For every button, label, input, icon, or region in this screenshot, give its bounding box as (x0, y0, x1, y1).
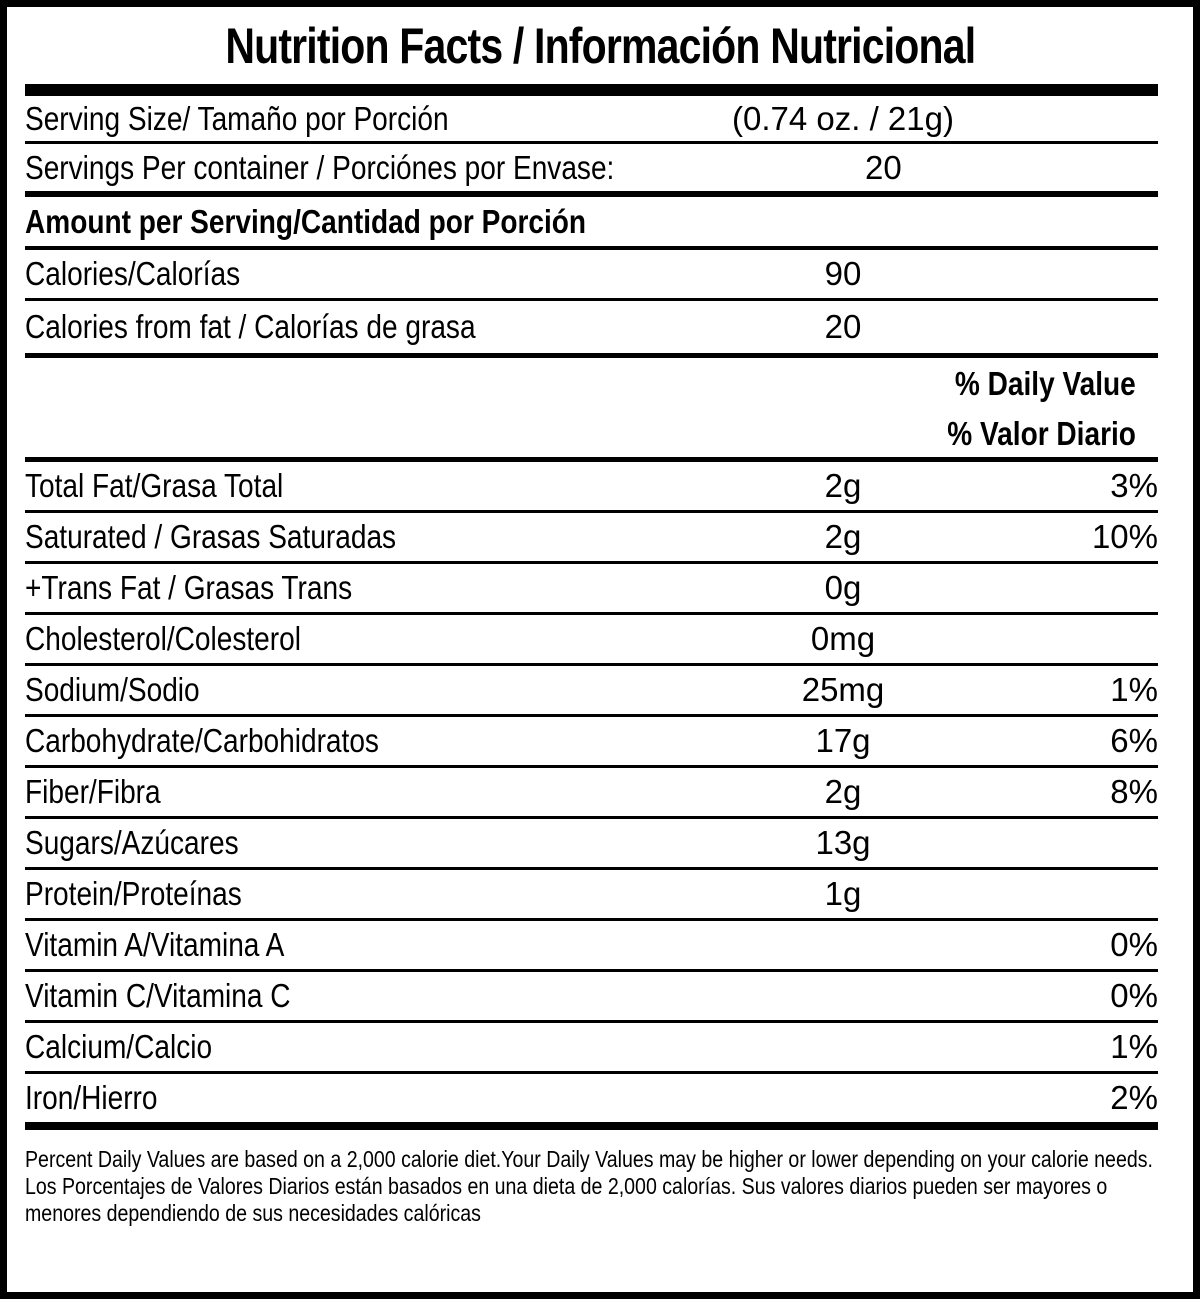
nutrient-row-total-fat (25, 462, 1158, 513)
nutrient-label: Vitamin A/Vitamina A (25, 926, 285, 963)
serving-size-label: Serving Size/ Tamaño por Porción (25, 99, 449, 137)
nutrient-label: Sugars/Azúcares (25, 824, 239, 861)
amount-per-serving-heading: Amount per Serving/Cantidad por Porción (25, 202, 587, 240)
nutrient-label: Protein/Proteínas (25, 875, 242, 912)
nutrient-label: Carbohydrate/Carbohidratos (25, 722, 379, 759)
nutrient-label: Saturated / Grasas Saturadas (25, 518, 397, 555)
nutrient-dv: 10% (1091, 518, 1158, 555)
nutrient-amount: 1g (824, 875, 862, 912)
nutrient-row-cholesterol (25, 615, 1158, 666)
servings-per-container-row (25, 144, 1158, 197)
nutrient-row-sodium (25, 666, 1158, 717)
nutrient-amount: 25mg (801, 671, 885, 708)
daily-value-header-es-row (25, 410, 1158, 462)
nutrient-label: Fiber/Fibra (25, 773, 161, 810)
nutrient-dv: 0% (1110, 977, 1158, 1014)
nutrient-dv: 6% (1110, 722, 1158, 759)
nutrient-label: Iron/Hierro (25, 1079, 158, 1116)
label-title-row (7, 7, 1193, 84)
nutrient-row-fiber (25, 768, 1158, 819)
daily-value-header-en: % Daily Value (955, 365, 1136, 402)
nutrient-row-sugars (25, 819, 1158, 870)
nutrient-dv: 2% (1110, 1079, 1158, 1116)
serving-size-row (25, 96, 1158, 144)
servings-per-container-label: Servings Per container / Porciónes por Envase: (25, 148, 615, 186)
nutrient-label: Calcium/Calcio (25, 1028, 213, 1065)
footnote-scaler (25, 1146, 1158, 1227)
nutrient-row-vitamin-a (25, 921, 1158, 972)
nutrient-label: +Trans Fat / Grasas Trans (25, 569, 353, 606)
calories-value: 90 (824, 255, 862, 292)
nutrient-row-saturated-fat (25, 513, 1158, 564)
daily-value-header-en-row (25, 358, 1158, 410)
nutrient-amount: 13g (815, 824, 871, 861)
daily-value-header-es: % Valor Diario (947, 414, 1136, 452)
nutrient-row-carbohydrate (25, 717, 1158, 768)
nutrient-label: Total Fat/Grasa Total (25, 467, 284, 504)
servings-per-container-value: 20 (865, 148, 902, 186)
nutrient-row-trans-fat (25, 564, 1158, 615)
footnote-english: Percent Daily Values are based on a 2,000 calorie diet.Your Daily Values may be higher or lower depending on your calorie needs. (25, 1146, 1153, 1172)
nutrient-dv: 1% (1110, 671, 1158, 708)
nutrient-amount: 2g (824, 773, 862, 810)
nutrient-amount: 2g (824, 518, 862, 555)
calories-from-fat-row (25, 301, 1158, 358)
nutrient-amount: 0g (824, 569, 862, 606)
nutrient-dv: 3% (1110, 467, 1158, 504)
label-title: Nutrition Facts / Información Nutricional (225, 17, 975, 74)
footnote (25, 1130, 1158, 1227)
nutrient-label: Cholesterol/Colesterol (25, 620, 301, 657)
nutrient-label: Vitamin C/Vitamina C (25, 977, 291, 1014)
nutrient-amount: 2g (824, 467, 862, 504)
serving-size-value: (0.74 oz. / 21g) (732, 99, 954, 137)
nutrient-dv: 8% (1110, 773, 1158, 810)
calories-label: Calories/Calorías (25, 255, 241, 292)
amount-per-serving-heading-row (25, 197, 1158, 250)
nutrient-label: Sodium/Sodio (25, 671, 200, 708)
nutrient-row-protein (25, 870, 1158, 921)
nutrient-row-vitamin-c (25, 972, 1158, 1023)
footnote-spanish: Los Porcentajes de Valores Diarios están basados en una dieta de 2,000 calorías. Sus valores diarios pueden ser mayores o menores dependiendo de sus necesidades calóricas (25, 1173, 1108, 1226)
calories-from-fat-value: 20 (824, 308, 862, 345)
label-content (25, 84, 1158, 1227)
title-divider-bar (25, 84, 1158, 96)
nutrient-dv: 0% (1110, 926, 1158, 963)
calories-from-fat-label: Calories from fat / Calorías de grasa (25, 308, 476, 345)
nutrient-dv: 1% (1110, 1028, 1158, 1065)
nutrient-row-calcium (25, 1023, 1158, 1074)
nutrient-amount: 0mg (810, 620, 876, 657)
nutrient-row-iron (25, 1074, 1158, 1130)
nutrient-amount: 17g (815, 722, 871, 759)
calories-row (25, 250, 1158, 301)
